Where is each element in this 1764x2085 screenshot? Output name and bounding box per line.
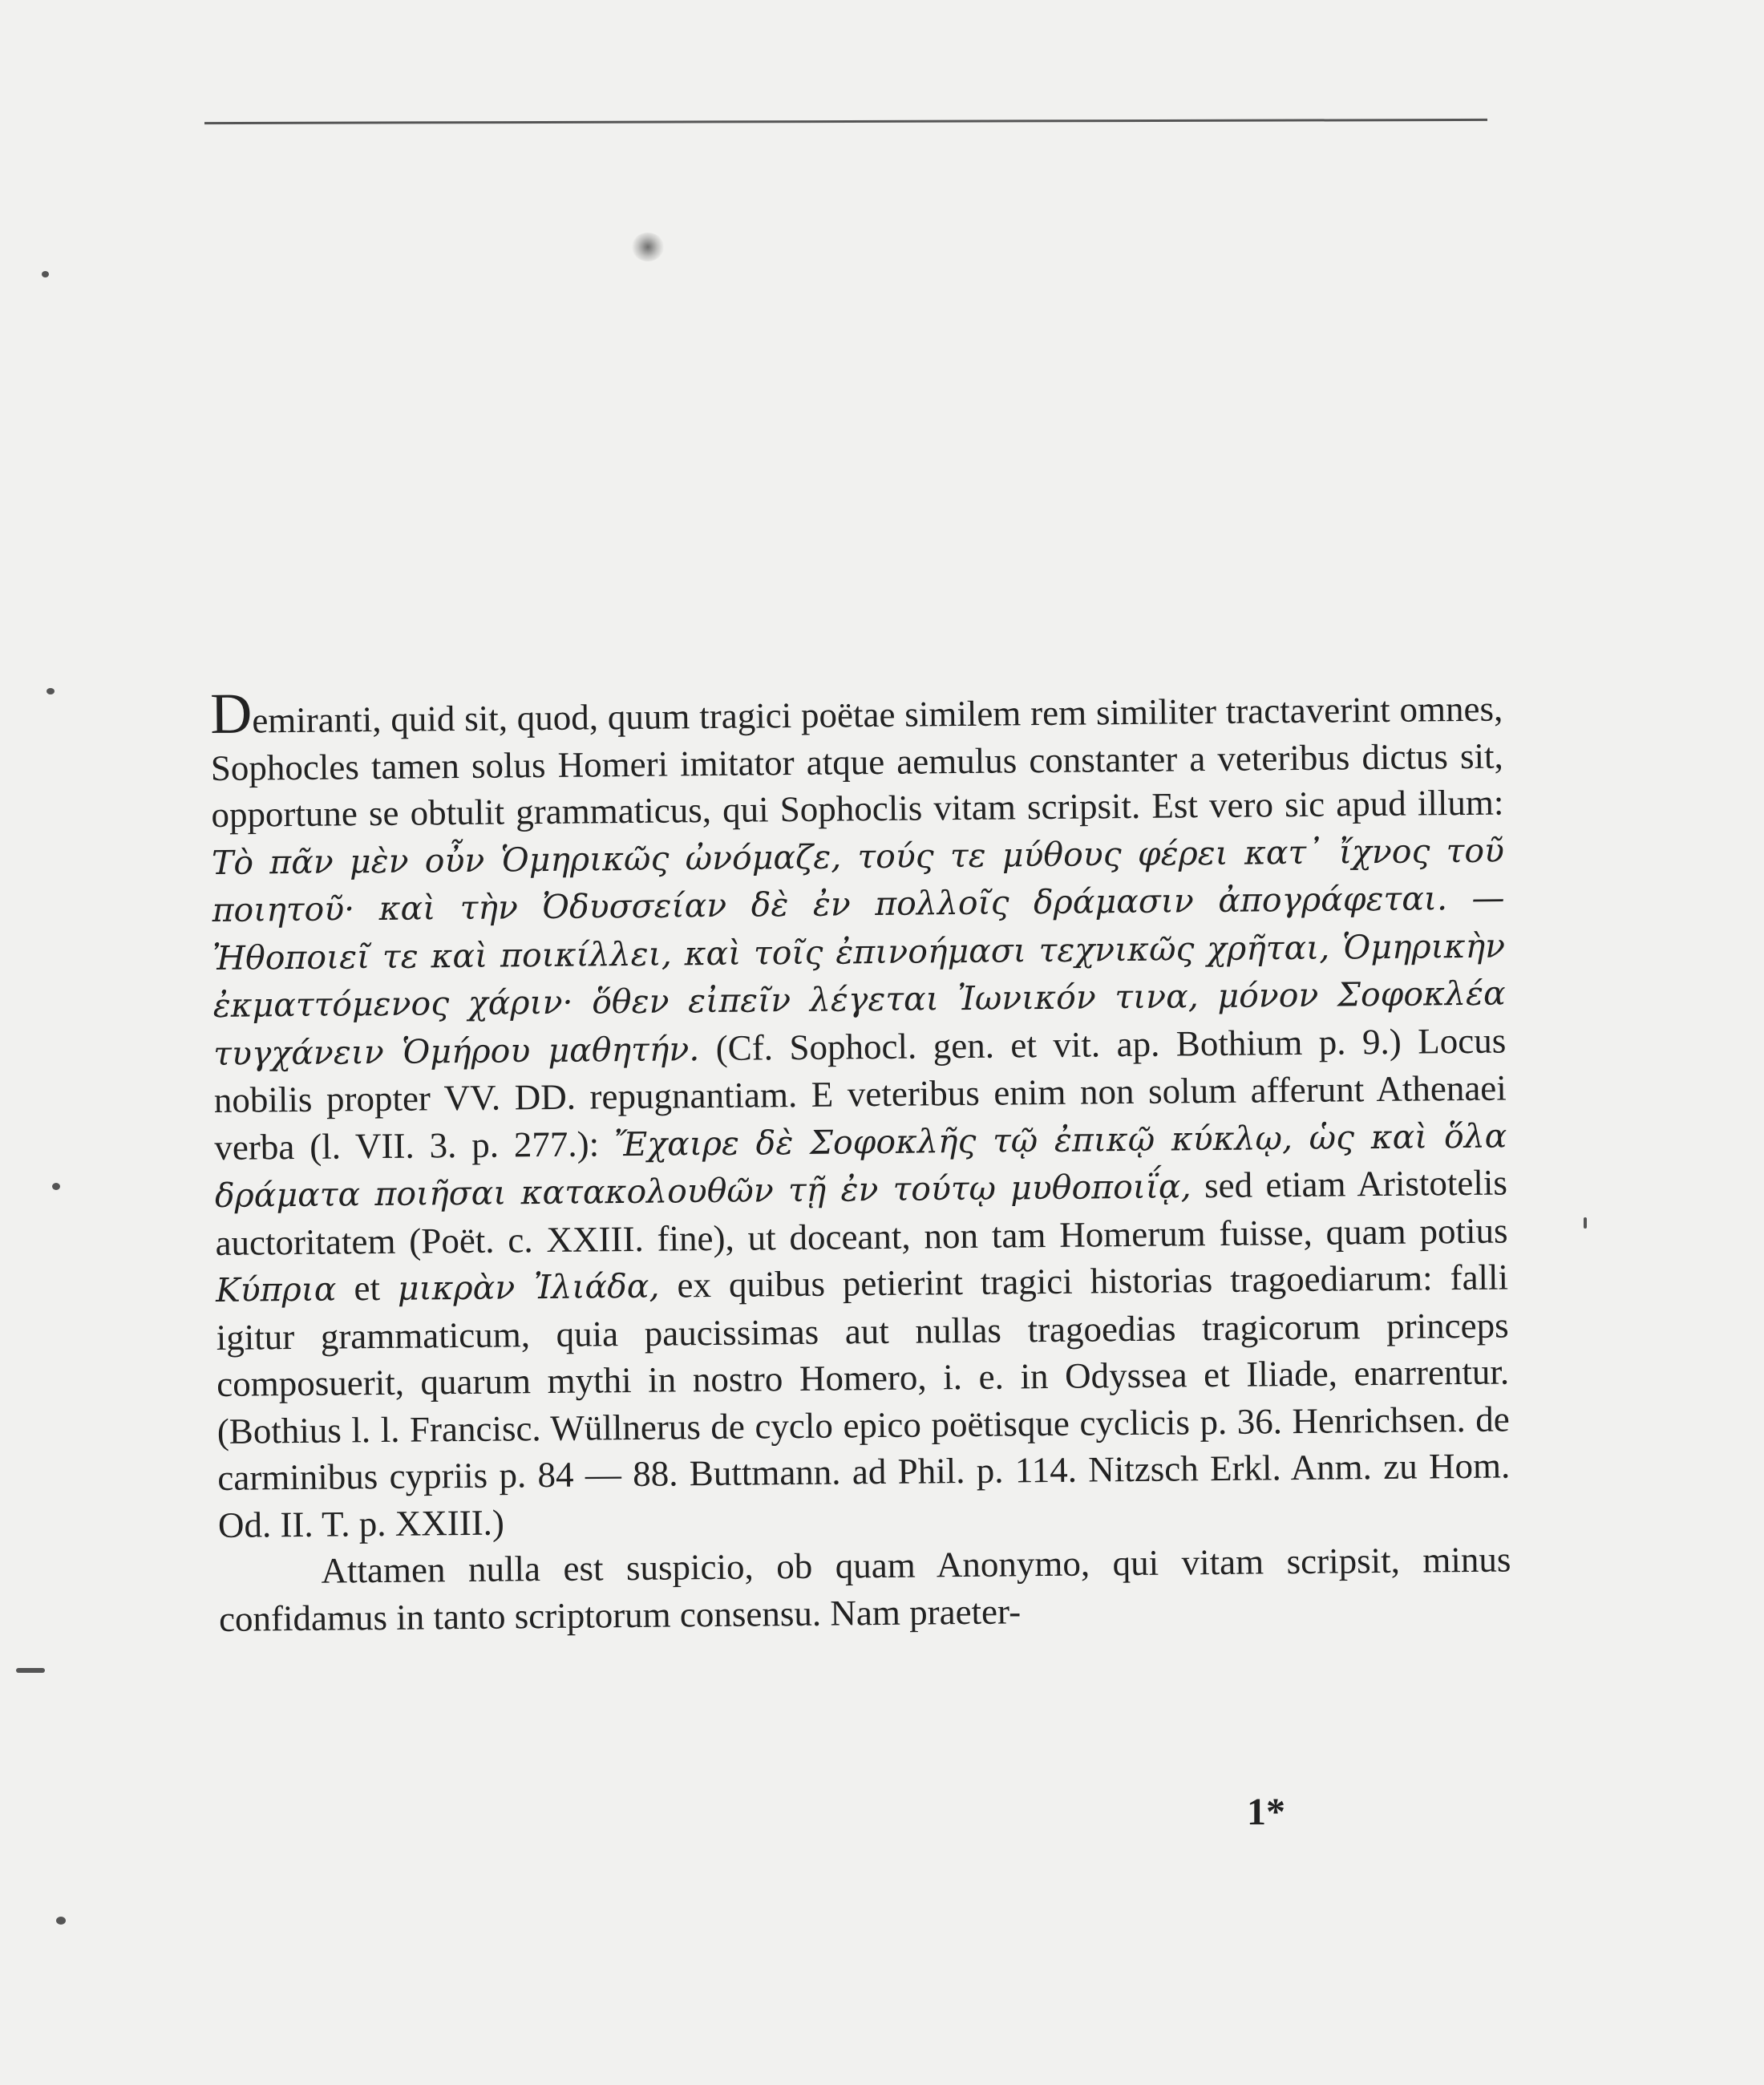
text-segment: sed etiam Aristotelis auctoritatem (Poët. c. XXIII. fine), ut doceant, non tam Homerum fuisse, quam potius [215,1162,1508,1263]
top-rule [204,119,1487,124]
margin-speck [56,1917,66,1925]
greek-term: Κύπρια [215,1269,337,1310]
margin-speck [16,1668,45,1673]
text-segment: et [336,1267,399,1309]
margin-speck [47,688,55,694]
text-segment: ex quibus petierint tragici historias tragoediarum: falli igitur grammaticum, quia paucissimas aut nullas tragoedias tragicorum princeps composuerit, quarum mythi in nostro Homero, i. e. in Odyssea et Iliade, enarrentur. (Bothius l. l. Francisc. Wüllnerus de cyclo epico poëtisque cyclicis p. 36. Henrichsen. de carminibus cypriis p. 84 — 88. Buttmann. ad Phil. p. 114. Nitzsch Erkl. Anm. zu Hom. Od. II. T. p. XXIII.) [216,1257,1511,1545]
greek-quote: Ἔχαιρε δὲ Σοφοκλῆς τῷ ἐπικῷ κύκλῳ, ὡς καὶ ὅλα δράματα ποιῆσαι κατακολουθῶν τῇ ἐν τούτῳ μυθοποιΐᾳ, [214,1116,1507,1215]
margin-speck [42,271,49,277]
ink-smudge [632,233,664,261]
paragraph-1 [209,681,1511,1549]
drop-cap: D [209,681,253,746]
greek-quote: Τὸ πᾶν μὲν οὖν Ὁμηρικῶς ὠνόμαζε, τούς τε μύθους φέρει κατ᾽ ἴχνος τοῦ ποιητοῦ· καὶ τὴν Ὀδυσσείαν δὲ ἐν πολλοῖς δράμασιν ἀπογράφεται. — Ἠθοποιεῖ τε καὶ ποικίλλει, καὶ τοῖς ἐπινοήμασι τεχνικῶς χρῆται, Ὁμηρικὴν ἐκματτόμενος χάριν· ὅθεν εἰπεῖν λέγεται Ἰωνικόν τινα, μόνον Σοφοκλέα τυγχάνειν Ὁμήρου μαθητήν. [211,831,1506,1073]
greek-term: μικρὰν Ἰλιάδα, [397,1266,660,1308]
body-text [209,681,1511,1642]
text-segment: emiranti, quid sit, quod, quum tragici poëtae similem rem similiter tractaverint omnes, Sophocles tamen solus Homeri imitator atque aemulus constanter a veteribus dictus sit, opportune se obtulit grammaticus, qui Sophoclis vitam scripsit. Est vero sic apud illum: [210,688,1504,835]
text-segment: (Cf. Sophocl. gen. et vit. ap. Bothium p. 9.) Locus nobilis propter VV. DD. repugnantiam. E veteribus enim non solum afferunt Athenaei verba (l. VII. 3. p. 277.): [213,1020,1507,1168]
signature-mark: 1* [1247,1791,1285,1833]
margin-speck [1584,1217,1587,1229]
margin-speck [52,1183,60,1190]
paragraph-2: Attamen nulla est suspicio, ob quam Anonymo, qui vitam scripsit, minus confidamus in tanto scriptorum consensu. Nam praeter- [218,1539,1511,1639]
